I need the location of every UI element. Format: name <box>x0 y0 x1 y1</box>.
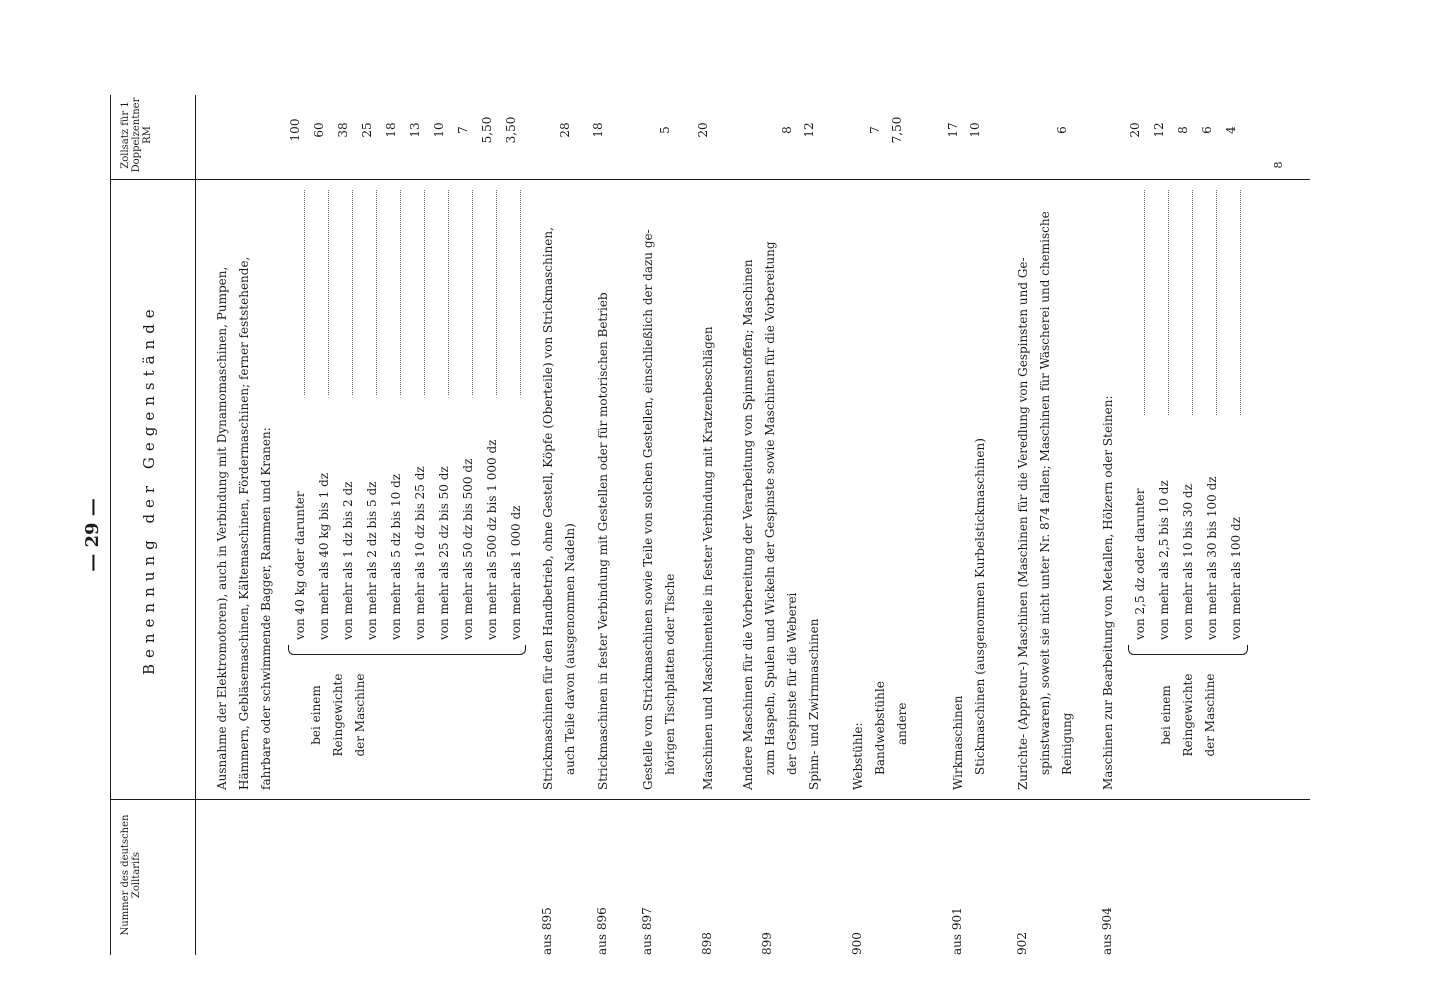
weight-amount: 20 <box>1128 122 1142 138</box>
weight-amount: 12 <box>1152 122 1166 138</box>
desc-899-line-2: zum Haspeln, Spulen und Wickeln der Gespinste sowie Maschinen für die Vorbereitung <box>763 241 777 775</box>
leader-dots <box>1168 190 1169 415</box>
intro-line-3: fahrbare oder schwimmende Bagger, Rammen und Kranen: <box>259 427 273 790</box>
weight-amount: 25 <box>360 122 374 138</box>
desc-895-line-2: auch Teile davon (ausgenommen Nadeln) <box>563 523 577 775</box>
weight-amount: 4 <box>1224 126 1238 134</box>
weight-range-row: von mehr als 10 dz bis 25 dz <box>413 466 427 640</box>
weight-amount: 5,50 <box>480 116 494 144</box>
leader-dots <box>304 190 305 395</box>
weight-amount: 100 <box>288 118 302 142</box>
weight-range-row: von mehr als 2,5 bis 10 dz <box>1157 480 1171 640</box>
amount-899-a: 8 <box>780 126 794 134</box>
column-rule-left <box>110 799 1310 800</box>
leader-dots <box>448 190 449 395</box>
desc-897-line-2: hörigen Tischplatten oder Tische <box>663 573 677 775</box>
amount-901-a: 17 <box>946 122 960 138</box>
weight-range-row: von mehr als 30 bis 100 dz <box>1205 476 1219 640</box>
desc-900-line-1: Webstühle: <box>851 722 865 790</box>
desc-896: Strickmaschinen in fester Verbindung mit Gestellen oder für motorischen Betrieb <box>596 292 610 790</box>
code-898: 898 <box>700 932 714 955</box>
desc-901-line-1: Wirkmaschinen <box>951 695 965 790</box>
header-nummer: Nummer des deutschen Zolltarifs <box>120 814 142 936</box>
column-rule-right <box>110 179 1310 180</box>
weight-range-row: von mehr als 40 kg bis 1 dz <box>317 472 331 640</box>
top-rule <box>110 95 111 955</box>
weight-amount: 10 <box>432 122 446 138</box>
desc-904: Maschinen zur Bearbeitung von Metallen, Hölzern oder Steinen: <box>1101 395 1115 790</box>
weight-amount: 60 <box>312 122 326 138</box>
sidebar-credit <box>1414 0 1434 1000</box>
weight-range-row: von mehr als 10 bis 30 dz <box>1181 484 1195 640</box>
page-number: — 29 — <box>82 498 103 572</box>
desc-900-line-3: andere <box>895 702 909 745</box>
intro-line-2: Hämmern, Gebläsemaschinen, Kältemaschinen, Fördermaschinen; ferner feststehende, <box>237 256 251 790</box>
leader-dots <box>400 190 401 395</box>
leader-dots <box>496 190 497 395</box>
leader-dots <box>1216 190 1217 415</box>
amount-901-b: 10 <box>968 122 982 138</box>
leader-dots <box>1192 190 1193 415</box>
intro-line-1: Ausnahme der Elektromotoren), auch in Verbindung mit Dynamomaschinen, Pumpen, <box>215 266 229 790</box>
code-899: 899 <box>760 932 774 955</box>
desc-899-line-1: Andere Maschinen für die Vorbereitung der Verarbeitung von Spinnstoffen; Maschinen <box>741 259 755 790</box>
weight-amount: 6 <box>1200 126 1214 134</box>
desc-902-line-2: spinstwaren), soweit sie nicht unter Nr. 874 fallen; Maschinen für Wäscherei und chemische <box>1038 211 1052 775</box>
amount-898: 20 <box>696 122 710 138</box>
header-benennung: Benennung der Gegenstände <box>140 303 158 675</box>
code-aus-904: aus 904 <box>1100 907 1114 955</box>
rotated-document-page <box>82 95 1310 975</box>
leader-dots <box>424 190 425 395</box>
desc-902-line-1: Zurichte- (Appretur-) Maschinen (Maschinen für die Veredlung von Gespinsten und Ge- <box>1016 257 1030 790</box>
desc-900-line-2: Bandwebstühle <box>873 681 887 775</box>
desc-897-line-1: Gestelle von Strickmaschinen sowie Teile von solchen Gestellen, einschließlich der dazu ge- <box>641 229 655 790</box>
leader-dots <box>520 190 521 395</box>
code-aus-901: aus 901 <box>950 907 964 955</box>
desc-902-line-3: Reinigung <box>1060 712 1074 775</box>
amount-895: 28 <box>558 122 572 138</box>
amount-902: 6 <box>1055 126 1069 134</box>
leader-dots <box>328 190 329 395</box>
weight-amount: 7 <box>456 126 470 134</box>
weight-label-upper: bei einem Reingewichte der Maschine <box>309 673 367 757</box>
weight-range-row: von mehr als 1 000 dz <box>509 505 523 640</box>
leader-dots <box>376 190 377 395</box>
weight-range-row: von 40 kg oder darunter <box>293 491 307 640</box>
header-zollsatz: Zollsatz für 1 Doppelzentner RM <box>120 97 153 173</box>
code-aus-896: aus 896 <box>595 907 609 955</box>
weight-range-row: von mehr als 5 dz bis 10 dz <box>389 473 403 640</box>
weight-range-row: von 2,5 dz oder darunter <box>1133 488 1147 640</box>
code-902: 902 <box>1015 932 1029 955</box>
code-aus-895: aus 895 <box>540 907 554 955</box>
desc-898: Maschinen und Maschinenteile in fester Verbindung mit Kratzenbeschlägen <box>701 326 715 790</box>
brace-upper <box>288 645 526 655</box>
amount-896: 18 <box>591 122 605 138</box>
desc-899-line-3: der Gespinste für die Weberei <box>785 592 799 775</box>
weight-range-row: von mehr als 100 dz <box>1229 517 1243 640</box>
weight-label-lower: bei einem Reingewichte der Maschine <box>1159 673 1217 757</box>
weight-amount: 3,50 <box>504 116 518 144</box>
weight-amount: 18 <box>384 122 398 138</box>
leader-dots <box>472 190 473 395</box>
weight-amount: 8 <box>1176 126 1190 134</box>
weight-range-row: von mehr als 500 dz bis 1 000 dz <box>485 439 499 640</box>
weight-amount: 38 <box>336 122 350 138</box>
desc-899-line-4: Spinn- und Zwirnmaschinen <box>807 618 821 790</box>
amount-900-b: 7,50 <box>890 116 904 144</box>
code-aus-897: aus 897 <box>640 907 654 955</box>
leader-dots <box>1144 190 1145 415</box>
header-rule <box>195 95 196 955</box>
amount-897: 5 <box>658 126 672 134</box>
amount-900-a: 7 <box>868 126 882 134</box>
brace-lower <box>1128 645 1248 655</box>
code-900: 900 <box>850 932 864 955</box>
leader-dots <box>352 190 353 395</box>
weight-range-row: von mehr als 1 dz bis 2 dz <box>341 481 355 640</box>
leader-dots <box>1240 190 1241 415</box>
weight-amount: 13 <box>408 122 422 138</box>
weight-range-row: von mehr als 50 dz bis 500 dz <box>461 458 475 640</box>
footer-mark: 8 <box>1272 161 1285 169</box>
desc-895-line-1: Strickmaschinen für den Handbetrieb, ohne Gestell, Köpfe (Oberteile) von Strickmaschinen, <box>541 227 555 790</box>
weight-range-row: von mehr als 25 dz bis 50 dz <box>437 466 451 640</box>
weight-range-row: von mehr als 2 dz bis 5 dz <box>365 481 379 640</box>
amount-899-b: 12 <box>802 122 816 138</box>
desc-901-line-2: Stickmaschinen (ausgenommen Kurbelstickmaschinen) <box>973 438 987 775</box>
